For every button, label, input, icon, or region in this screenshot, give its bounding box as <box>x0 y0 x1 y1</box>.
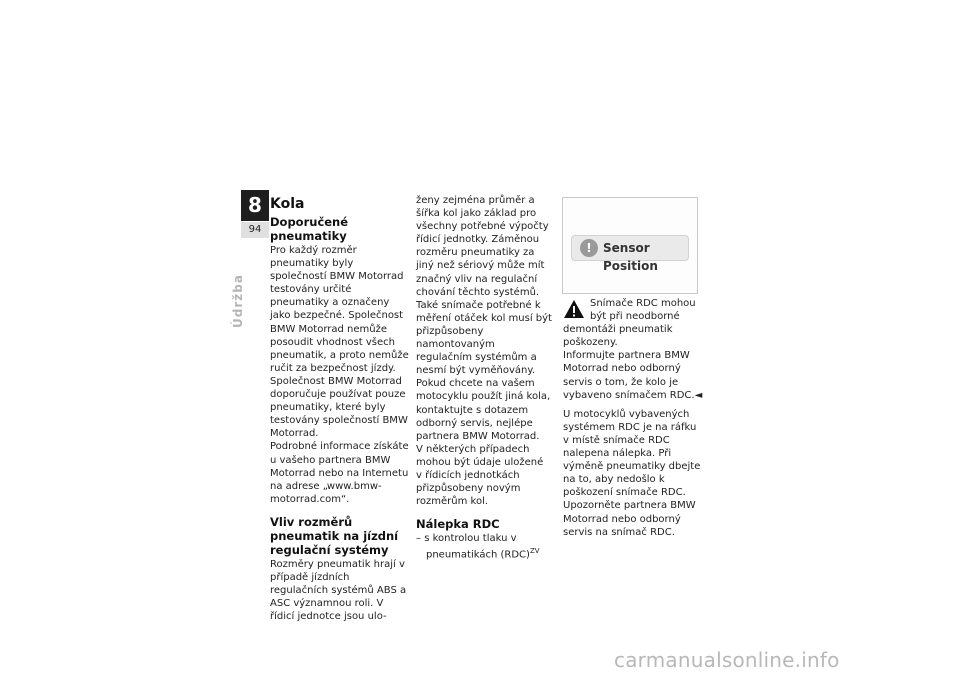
paragraph: ženy zejména průměr a šířka kol jako základ pro všechny potřebné výpočty řídicí jednotky. Záměnou rozměru pneumatiky za jiný než sériový může mít značný vliv na regulační chování těchto systémů. <box>416 195 549 298</box>
paragraph: Pokud chcete na vašem motocyklu použít jiná kola, kontaktujte s dotazem odborný servis, nejlépe partnera BMW Motorrad. <box>416 378 551 442</box>
heading-tyre-size-influence: Vliv rozměrů pneumatik na jízdní regulační systémy <box>270 514 399 557</box>
chapter-tab <box>241 190 269 238</box>
paragraph: V některých případech mohou být údaje uložené v řídicích jednotkách přizpůsobeny novým rozměrům kol. <box>416 443 544 508</box>
column-1 <box>270 196 410 623</box>
heading-recommended-tyres: Doporučené pneumatiky <box>270 215 349 243</box>
paragraph: Podrobné informace získáte u vašeho partnera BMW Motorrad nebo na Internetu na adrese „www.bmw-motorrad.com“. <box>270 441 409 505</box>
rdc-sticker-figure <box>562 197 698 294</box>
section-label: Údržba <box>231 274 245 328</box>
sticker-label: Sensor Position <box>603 241 658 273</box>
paragraph: U motocyklů vybavených systémem RDC je na ráfku v místě snímače RDC nalepena nálepka. Při výměně pneumatiky dbejte na to, aby nedošlo k poškození snímače RDC. Upozorněte partnera BMW Motorrad nebo odborný servis na snímač RDC. <box>563 408 701 538</box>
optional-equipment-mark: ZV <box>529 547 540 556</box>
page-number: 94 <box>241 222 269 238</box>
page-title: Kola <box>270 196 305 212</box>
heading-rdc-sticker: Nálepka RDC <box>416 517 500 532</box>
list-item-text: s kontrolou tlaku v pneumatikách (RDC) <box>424 533 530 561</box>
warning-triangle-icon <box>563 299 585 319</box>
column-2 <box>416 194 552 562</box>
chapter-number: 8 <box>241 190 269 221</box>
paragraph: Rozměry pneumatik hrají v případě jízdních regulačních systémů ABS a ASC významnou roli. V řídicí jednotce jsou ulo- <box>270 558 407 623</box>
paragraph: Také snímače potřebné k měření otáček kol musí být přizpůsobeny namontovaným regulačním systémům a nesmí být vyměňovány. <box>416 299 552 377</box>
sensor-sticker <box>571 235 689 273</box>
list-item: – s kontrolou tlaku v pneumatikách (RDC)$^{ZV}$ <box>416 533 540 561</box>
warning-note <box>563 297 703 349</box>
paragraph: Společnost BMW Motorrad doporučuje používat pouze pneumatiky, které byly testovány společností BMW Motorrad. <box>270 375 408 440</box>
column-3 <box>563 297 703 539</box>
exclamation-icon: ! <box>580 239 598 257</box>
paragraph: Pro každý rozměr pneumatiky byly společností BMW Motorrad testovány určité pneumatiky a označeny jako bezpečné. Společnost BMW Motorrad nemůže posoudit vhodnost všech pneumatik, a proto nemůže ručit za bezpečnost jízdy. <box>270 245 409 374</box>
paragraph: Informujte partnera BMW Motorrad nebo odborný servis o tom, že kolo je vybaveno snímačem RDC.◄ <box>563 350 703 401</box>
warning-text: Snímače RDC mohou být při neodborné demontáži pneumatik poškozeny. <box>563 298 696 349</box>
watermark: carmanualsonline.info <box>614 648 840 672</box>
